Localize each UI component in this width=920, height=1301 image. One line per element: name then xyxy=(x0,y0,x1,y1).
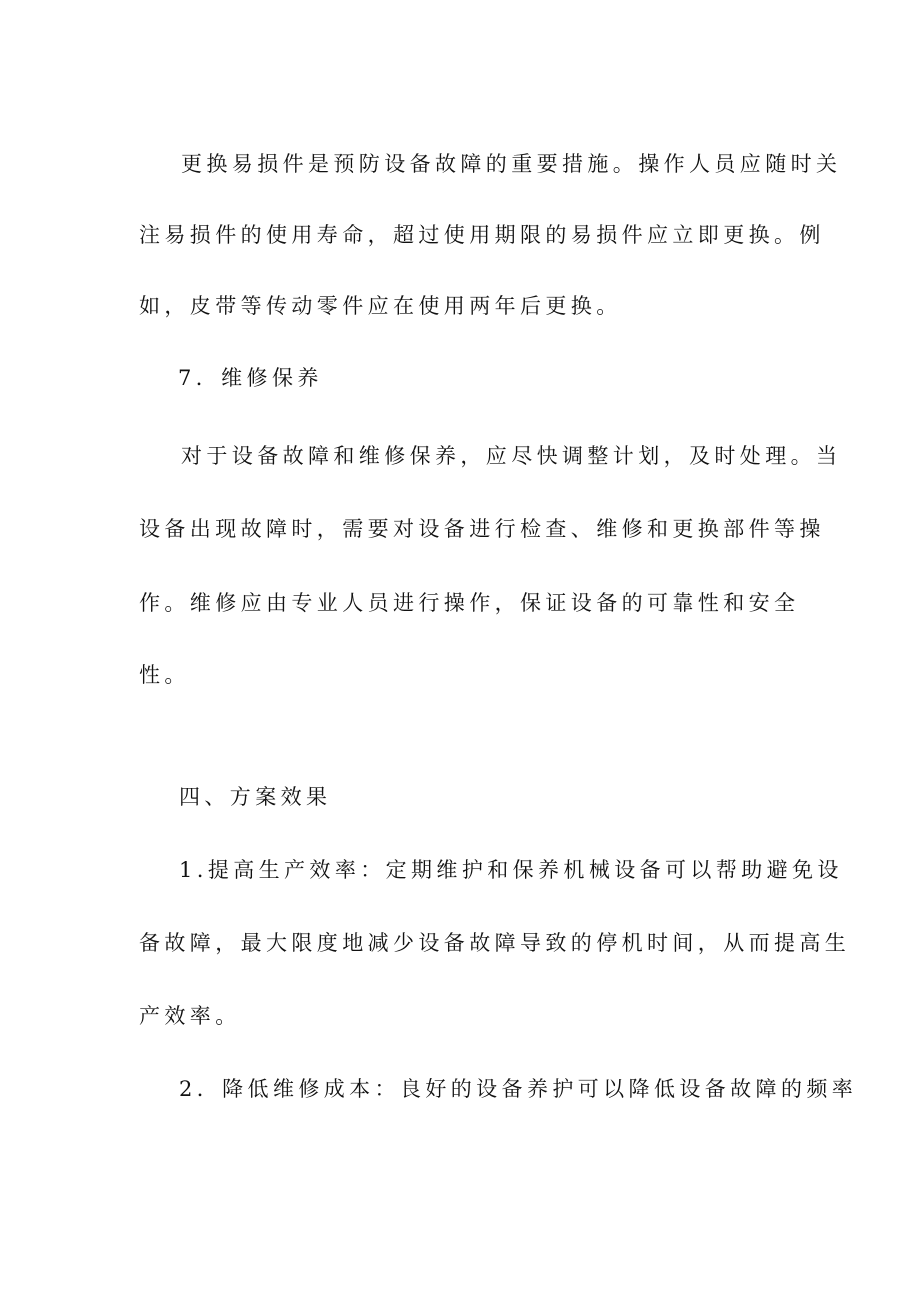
paragraph-line: 2．降低维修成本：良好的设备养护可以降低设备故障的频率 xyxy=(179,1077,858,1101)
paragraph-line: 备故障，最大限度地减少设备故障导致的停机时间，从而提高生 xyxy=(139,931,851,955)
paragraph-line: 更换易损件是预防设备故障的重要措施。操作人员应随时关 xyxy=(181,152,842,176)
paragraph-line: 对于设备故障和维修保养，应尽快调整计划，及时处理。当 xyxy=(181,444,842,468)
paragraph-line: 如，皮带等传动零件应在使用两年后更换。 xyxy=(139,294,622,318)
paragraph-line: 作。维修应由专业人员进行操作，保证设备的可靠性和安全 xyxy=(139,591,800,615)
section-heading: 7．维修保养 xyxy=(178,366,323,390)
paragraph-line: 1.提高生产效率：定期维护和保养机械设备可以帮助避免设 xyxy=(179,858,843,882)
paragraph-line: 注易损件的使用寿命，超过使用期限的易损件应立即更换。例 xyxy=(139,223,825,247)
paragraph-line: 设备出现故障时，需要对设备进行检查、维修和更换部件等操 xyxy=(139,517,825,541)
paragraph-line: 产效率。 xyxy=(139,1004,241,1028)
section-heading: 四、方案效果 xyxy=(179,785,332,809)
paragraph-line: 性。 xyxy=(139,663,190,687)
